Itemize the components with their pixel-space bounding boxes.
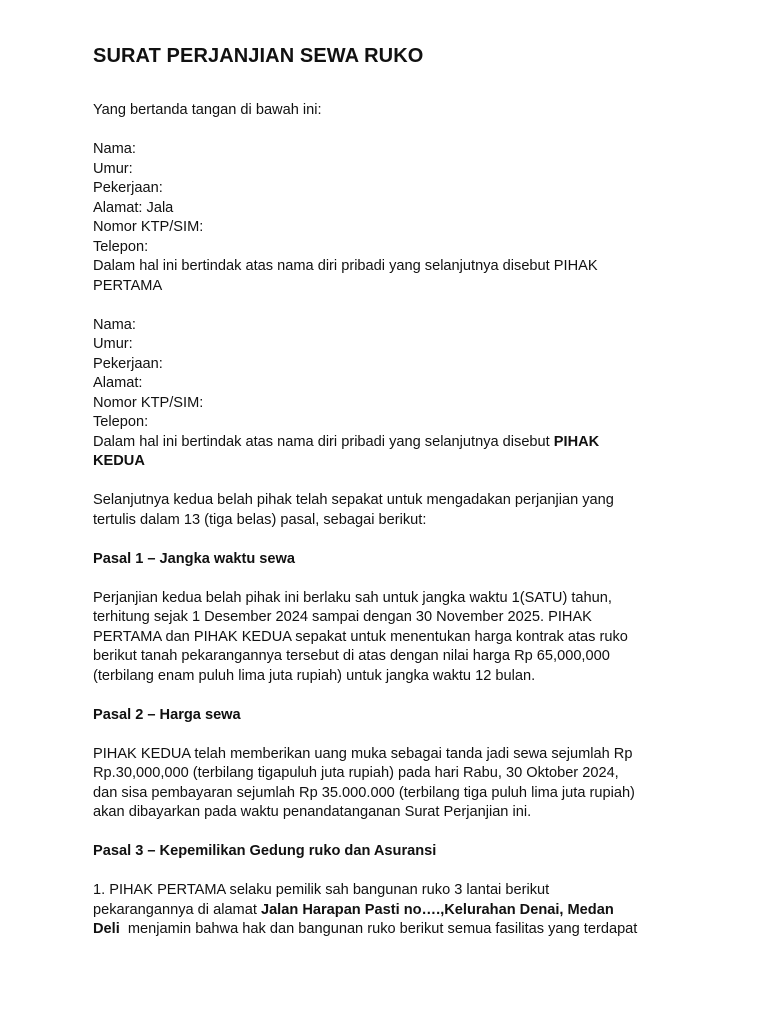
party-two-label: PIHAK: [553, 433, 600, 450]
agreement-intro: Selanjutnya kedua belah pihak telah sepakat untuk mengadakan perjanjian yang tertulis dalam 13 (tiga belas) pasal, sebagai berikut:: [93, 492, 614, 528]
party-one-age: Umur:: [93, 160, 133, 177]
party-one-section: [93, 140, 676, 296]
party-one-id-number: Nomor KTP/SIM:: [93, 219, 204, 235]
pasal-3-text: 1. PIHAK PERTAMA selaku pemilik sah bangunan ruko 3 lantai berikut pekarangannya di alamat Jalan Harapan Pasti no….,Kelurahan Denai, Medan Deli menjamin bahwa hak dan bangunan ruko berikut semua fasilitas yang terdapat: [93, 882, 638, 937]
property-address-cont: Deli: [93, 921, 120, 937]
party-two-id-number: Nomor KTP/SIM:: [93, 394, 204, 411]
document-body: [93, 101, 676, 940]
property-address: Jalan Harapan Pasti no….,Kelurahan Denai, Medan: [260, 901, 614, 918]
party-one-phone: Telepon:: [93, 238, 149, 255]
party-two-name: Nama:: [93, 316, 136, 333]
pasal-3-heading: Pasal 3 – Kepemilikan Gedung ruko dan Asuransi: [93, 843, 437, 859]
party-two-section: [93, 316, 676, 472]
pasal-1-text: Perjanjian kedua belah pihak ini berlaku sah untuk jangka waktu 1(SATU) tahun, terhitung sejak 1 Desember 2024 sampai dengan 30 November 2025. PIHAK PERTAMA dan PIHAK KEDUA sepakat untuk menentukan harga kontrak atas ruko berikut tanah pekarangannya tersebut di atas dengan nilai harga Rp 65,000,000 (terbilang enam puluh lima juta rupiah) untuk jangka waktu 12 bulan.: [93, 589, 628, 684]
pasal-2-heading: Pasal 2 – Harga sewa: [93, 706, 241, 723]
party-one-address: Alamat: Jala: [93, 199, 174, 216]
party-one-occupation: Pekerjaan:: [93, 180, 163, 196]
party-one-statement: Dalam hal ini bertindak atas nama diri pribadi yang selanjutnya disebut PIHAK: [93, 258, 598, 274]
pasal-2-text: PIHAK KEDUA telah memberikan uang muka sebagai tanda jadi sewa sejumlah Rp Rp.30,000,000 (terbilang tigapuluh juta rupiah) pada hari Rabu, 30 Oktober 2024, dan sisa pembayaran sejumlah Rp 35.000.000 (terbilang tiga puluh lima juta rupiah) akan dibayarkan pada waktu penandatanganan Surat Perjanjian ini.: [93, 745, 635, 820]
party-two-age: Umur:: [93, 336, 133, 352]
pasal-1-heading: Pasal 1 – Jangka waktu sewa: [93, 550, 295, 567]
party-one-statement-cont: PERTAMA: [93, 277, 163, 294]
party-two-address: Alamat:: [93, 375, 143, 391]
party-two-phone: Telepon:: [93, 414, 149, 430]
party-two-statement-cont: KEDUA: [93, 453, 145, 469]
party-two-occupation: Pekerjaan:: [93, 355, 163, 372]
document-title: SURAT PERJANJIAN SEWA RUKO: [93, 45, 424, 67]
party-one-name: Nama:: [93, 141, 136, 157]
intro-text: Yang bertanda tangan di bawah ini:: [93, 102, 322, 118]
party-two-statement: Dalam hal ini bertindak atas nama diri pribadi yang selanjutnya disebut PIHAK: [93, 433, 600, 450]
